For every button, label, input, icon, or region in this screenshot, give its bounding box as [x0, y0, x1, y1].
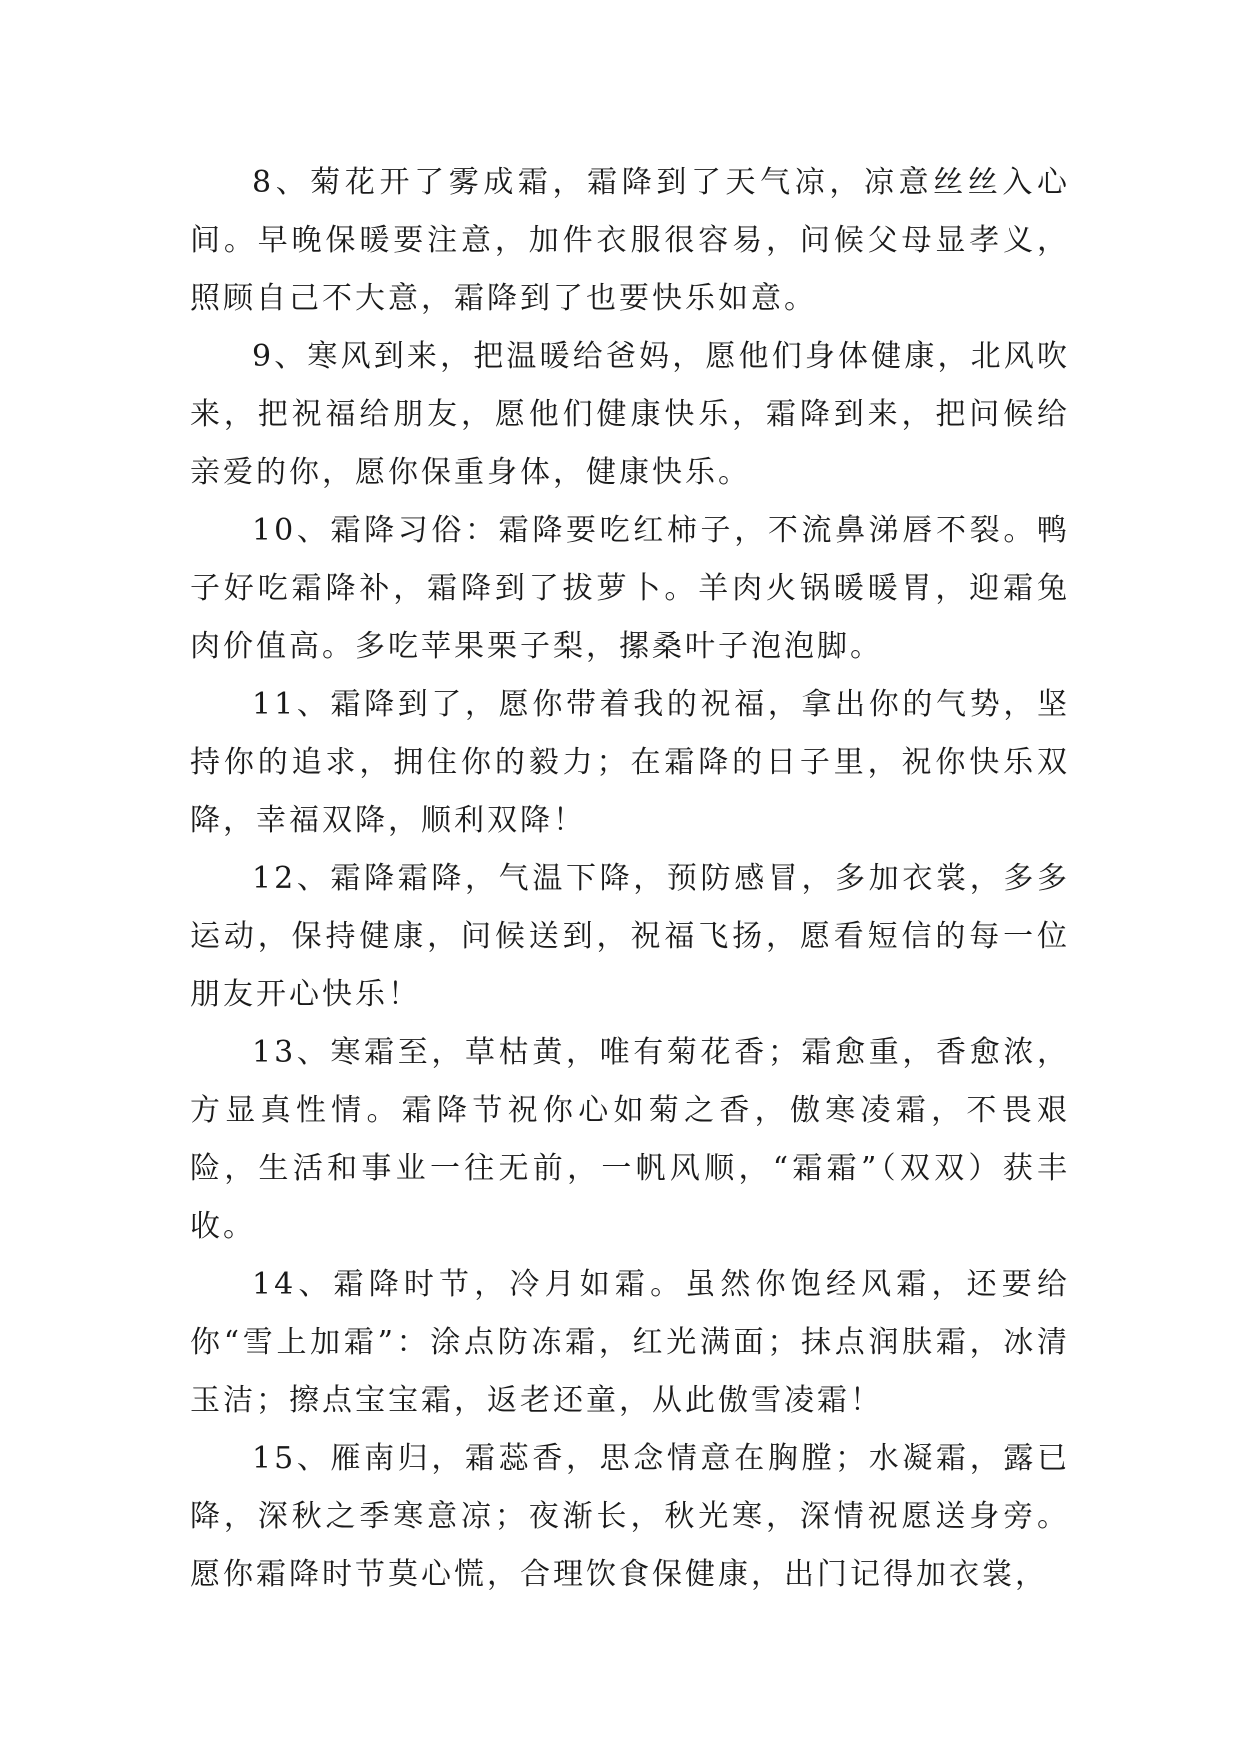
paragraph-14: 14、霜降时节，冷月如霜。虽然你饱经风霜，还要给你“雪上加霜”：涂点防冻霜，红光满面；抹点润肤霜，冰清玉洁；擦点宝宝霜，返老还童，从此傲雪凌霜！: [190, 1267, 1070, 1418]
paragraph-11: 11、霜降到了，愿你带着我的祝福，拿出你的气势，坚持你的追求，拥住你的毅力；在霜降的日子里，祝你快乐双降，幸福双降，顺利双降！: [190, 687, 1070, 838]
paragraph-15: 15、雁南归，霜蕊香，思念情意在胸膛；水凝霜，露已降，深秋之季寒意凉；夜渐长，秋光寒，深情祝愿送身旁。愿你霜降时节莫心慌，合理饮食保健康，出门记得加衣裳，: [190, 1441, 1070, 1592]
paragraph-10: 10、霜降习俗：霜降要吃红柿子，不流鼻涕唇不裂。鸭子好吃霜降补，霜降到了拔萝卜。羊肉火锅暖暖胃，迎霜兔肉价值高。多吃苹果栗子梨，摞桑叶子泡泡脚。: [190, 513, 1070, 664]
paragraph-8: 8、菊花开了雾成霜，霜降到了天气凉，凉意丝丝入心间。早晚保暖要注意，加件衣服很容易，问候父母显孝义，照顾自己不大意，霜降到了也要快乐如意。: [190, 165, 1070, 316]
paragraph-12: 12、霜降霜降，气温下降，预防感冒，多加衣裳，多多运动，保持健康，问候送到，祝福飞扬，愿看短信的每一位朋友开心快乐！: [190, 861, 1070, 1012]
paragraph-13: 13、寒霜至，草枯黄，唯有菊花香；霜愈重，香愈浓，方显真性情。霜降节祝你心如菊之香，傲寒凌霜，不畏艰险，生活和事业一往无前，一帆风顺，“霜霜”（双双）获丰收。: [190, 1035, 1070, 1244]
paragraph-9: 9、寒风到来，把温暖给爸妈，愿他们身体健康，北风吹来，把祝福给朋友，愿他们健康快乐，霜降到来，把问候给亲爱的你，愿你保重身体，健康快乐。: [190, 339, 1070, 490]
document-body: [190, 154, 1070, 1604]
